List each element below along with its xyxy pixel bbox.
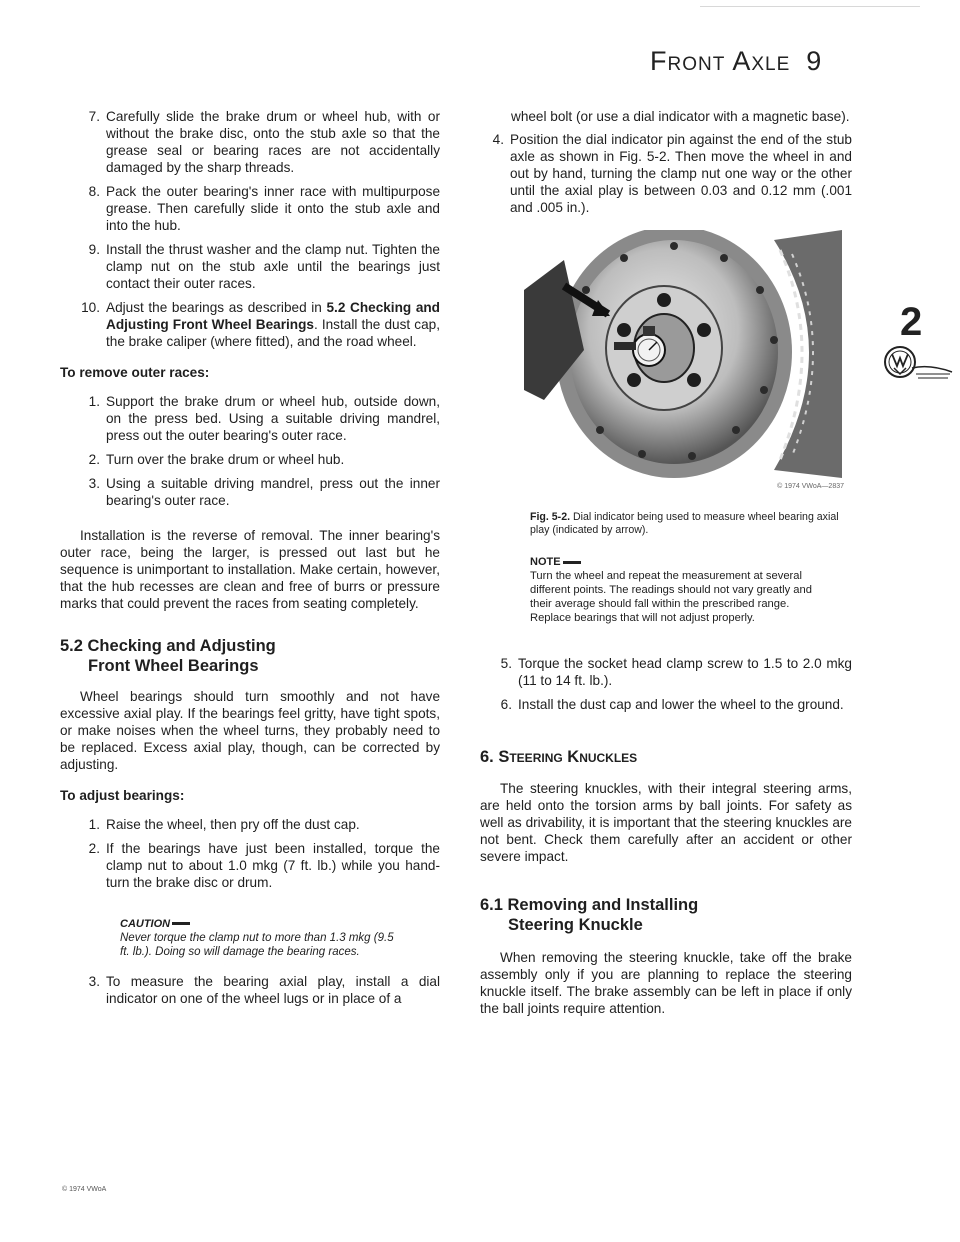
note-box — [530, 555, 822, 625]
page-number: 9 — [806, 46, 823, 76]
list-item: 8. Pack the outer bearing's inner race with multipurpose grease. Then carefully slide it onto the stub axle and into the hub. — [88, 184, 440, 233]
list-item: 9. Install the thrust washer and the clamp nut. Tighten the clamp nut on the stub axle until the bearings just contact their outer races. — [88, 242, 440, 291]
copyright-footer: © 1974 VWoA — [62, 1186, 107, 1193]
list-item: 7. Carefully slide the brake drum or wheel hub, with or without the brake disc, onto the stub axle so that the grease seal or bearing races are not accidentally damaged by the sharp threads. — [88, 109, 440, 175]
left-column — [60, 108, 440, 1014]
list-item: 3. Using a suitable driving mandrel, press out the inner bearing's outer race. — [88, 476, 440, 508]
vw-logo-icon — [882, 344, 954, 389]
body-paragraph: wheel bolt (or use a dial indicator with a magnetic base). — [511, 109, 850, 124]
list-item: 5. Torque the socket head clamp screw to 1.5 to 2.0 mkg (11 to 14 ft. lb.). — [500, 656, 852, 688]
figure-credit: © 1974 VWoA—2837 — [777, 483, 844, 490]
caution-text: Never torque the clamp nut to more than 1.3 mkg (9.5 ft. lb.). Doing so will damage the bearing races. — [120, 932, 394, 958]
procedure-heading: To adjust bearings: — [60, 788, 185, 803]
right-column — [480, 108, 852, 1017]
list-item: 2. Turn over the brake drum or wheel hub. — [88, 452, 345, 467]
list-item: 6. Install the dust cap and lower the wheel to the ground. — [500, 697, 844, 712]
list-item: 2. If the bearings have just been installed, torque the clamp nut to about 1.0 mkg (7 ft. lb.) while you hand-turn the brake disc or drum. — [88, 841, 440, 890]
figure-caption: Fig. 5-2. Dial indicator being used to measure wheel bearing axial play (indicated by arrow). — [530, 511, 839, 536]
chapter-title: Front Axle — [650, 46, 791, 76]
body-paragraph: The steering knuckles, with their integral steering arms, are held onto the torsion arms by ball joints. For safety as well as drivability, it is important that the steering knuckles are not bent. Check them carefully after an accident or other severe impact. — [480, 781, 852, 864]
list-item: 1. Support the brake drum or wheel hub, outside down, on the press bed. Using a suitable driving mandrel, press out the outer bearing's outer race. — [88, 394, 440, 443]
list-item: 10. Adjust the bearings as described in 5.2 Checking and Adjusting Front Wheel Bearings. Install the dust cap, the brake caliper (where fitted), and the road wheel. — [81, 300, 440, 349]
section-tab-number: 2 — [900, 300, 923, 344]
cross-reference: 5.2 Checking and Adjusting Front Wheel Bearings — [106, 300, 440, 332]
figure-photo — [524, 230, 842, 478]
top-rule — [700, 6, 920, 7]
list-item: 4. Position the dial indicator pin against the end of the stub axle as shown in Fig. 5-2. Then move the wheel in and out by hand, turning the clamp nut one way or the other until the axial play is between 0.03 and 0.12 mm (.001 and .005 in.). — [492, 132, 852, 215]
running-header — [650, 46, 860, 77]
caution-label: CAUTION — [120, 918, 171, 930]
note-label: NOTE — [530, 556, 561, 568]
body-paragraph: When removing the steering knuckle, take off the brake assembly only if you are planning to replace the steering knuckle itself. The brake assembly can be left in place if only the ball joints require attention. — [480, 950, 852, 1016]
list-item: 3. To measure the bearing axial play, install a dial indicator on one of the wheel lugs or in place of a — [88, 974, 440, 1006]
list-item: 1. Raise the wheel, then pry off the dust cap. — [88, 817, 360, 832]
body-paragraph: Wheel bearings should turn smoothly and not have excessive axial play. If the bearings feel gritty, have tight spots, or make noises when the wheel turns, they probably need to be replaced. Excess axial play, though, can be corrected by adjusting. — [60, 689, 440, 772]
note-text: Turn the wheel and repeat the measurement at several different points. The readings should not vary greatly and their average should fall within the prescribed range. Replace bearings that will not adjust properly. — [530, 570, 812, 624]
procedure-heading: To remove outer races: — [60, 365, 210, 380]
section-heading: 6.1 Removing and Installing Steering Knuckle — [480, 896, 699, 934]
chapter-section-heading: 6. Steering Knuckles — [480, 748, 638, 766]
caution-box — [120, 917, 400, 959]
section-heading: 5.2 Checking and Adjusting Front Wheel Bearings — [60, 637, 276, 675]
body-paragraph: Installation is the reverse of removal. The inner bearing's outer race, being the larger, is pressed out last but he sequence is unimportant to installation. Make certain, however, that the hub recesses are clean and free of burrs or pressure marks that could prevent the races from seating completely. — [60, 528, 440, 611]
